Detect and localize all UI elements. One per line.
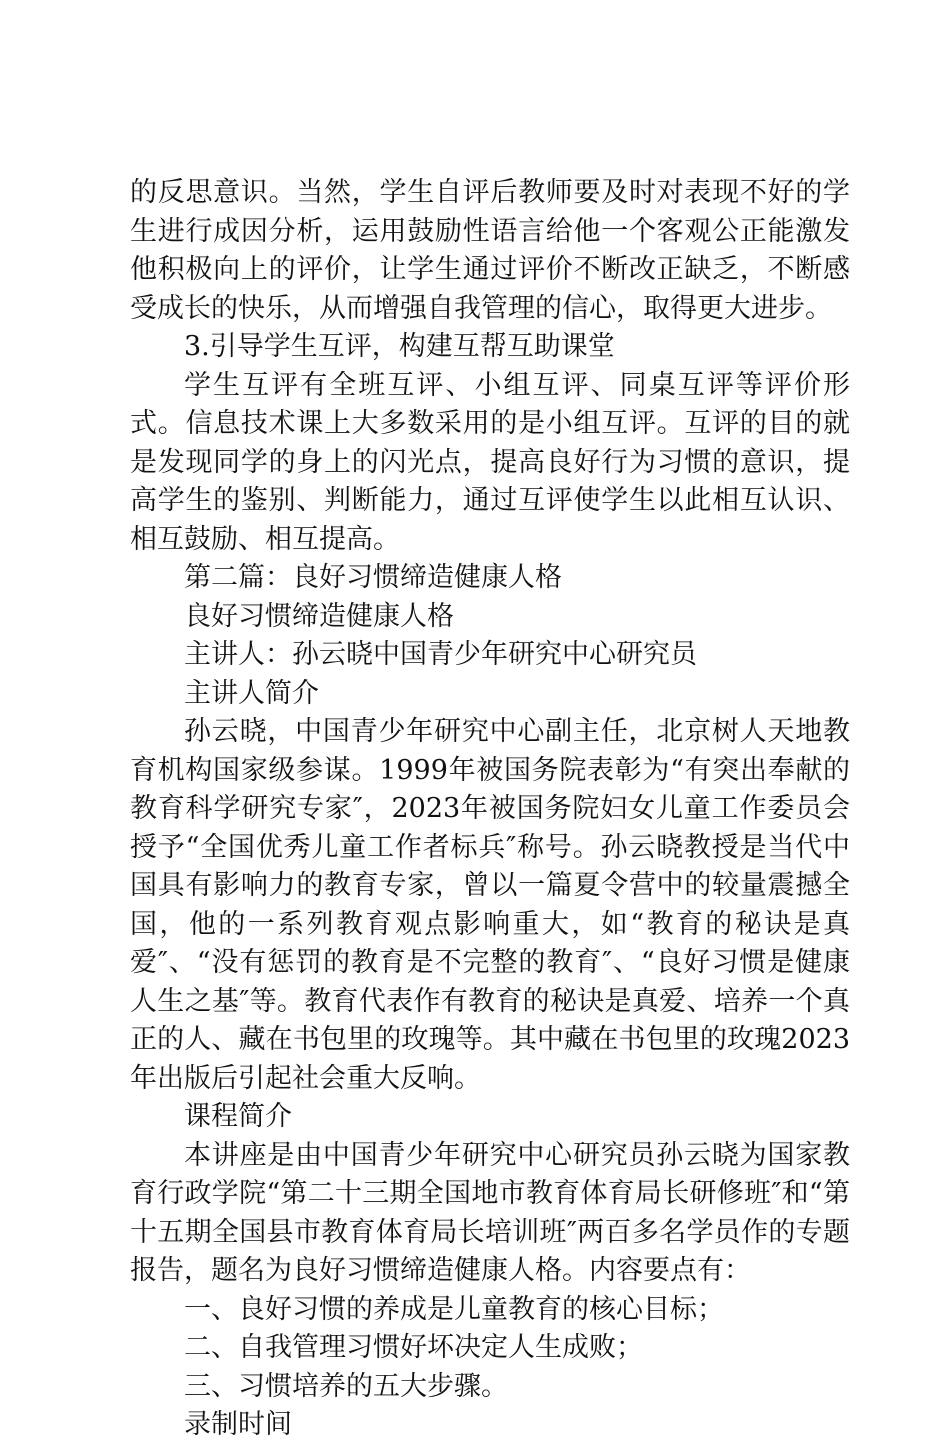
lecture-title: 良好习惯缔造健康人格: [184, 600, 454, 632]
lecturer-bio: 孙云晓，中国青少年研究中心副主任，北京树人天地教育机构国家级参谋。1999年被国务院表彰为“有突出奉献的教育科学研究专家″，2023年被国务院妇女儿童工作委员会授予“全国优秀儿童工作者标兵″称号。孙云晓教授是当代中国具有影响力的教育专家，曾以一篇夏令营中的较量震撼全国，他的一系列教育观点影响重大，如“教育的秘诀是真爱″、“没有惩罚的教育是不完整的教育″、“良好习惯是健康人生之基″等。教育代表作有教育的秘诀是真爱、培养一个真正的人、藏在书包里的玫瑰等。其中藏在书包里的玫瑰2023年出版后引起社会重大反响。: [130, 716, 850, 1094]
lecturer-line: 主讲人：孙云晓中国青少年研究中心研究员: [184, 639, 697, 670]
course-intro-heading: 课程简介: [184, 1101, 292, 1132]
recording-time-heading: 录制时间: [184, 1409, 292, 1440]
key-point-1: 一、良好习惯的养成是儿童教育的核心目标；: [184, 1293, 724, 1325]
lecturer-bio-heading: 主讲人简介: [184, 677, 319, 709]
paragraph-peer-evaluation: 学生互评有全班互评、小组互评、同桌互评等评价形式。信息技术课上大多数采用的是小组互评。互评的目的就是发现同学的身上的闪光点，提高良好行为习惯的意识，提高学生的鉴别、判断能力，通过互评使学生以此相互认识、相互鼓励、相互提高。: [130, 369, 850, 555]
section-title-part-two: 第二篇：良好习惯缔造健康人格: [184, 562, 562, 593]
key-point-2: 二、自我管理习惯好坏决定人生成败；: [184, 1332, 643, 1363]
course-intro: 本讲座是由中国青少年研究中心研究员孙云晓为国家教育行政学院“第二十三期全国地市教育体育局长研修班″和“第十五期全国县市教育体育局长培训班″两百多名学员作的专题报告，题名为良好习惯缔造健康人格。内容要点有：: [130, 1139, 850, 1286]
key-point-3: 三、习惯培养的五大步骤。: [184, 1370, 508, 1402]
paragraph-reflection: 的反思意识。当然，学生自评后教师要及时对表现不好的学生进行成因分析，运用鼓励性语言给他一个客观公正能激发他积极向上的评价，让学生通过评价不断改正缺乏，不断感受成长的快乐，从而增强自我管理的信心，取得更大进步。: [130, 177, 850, 324]
heading-peer-evaluation: 3.引导学生互评，构建互帮互助课堂: [184, 331, 615, 362]
document-body: [130, 174, 850, 1445]
